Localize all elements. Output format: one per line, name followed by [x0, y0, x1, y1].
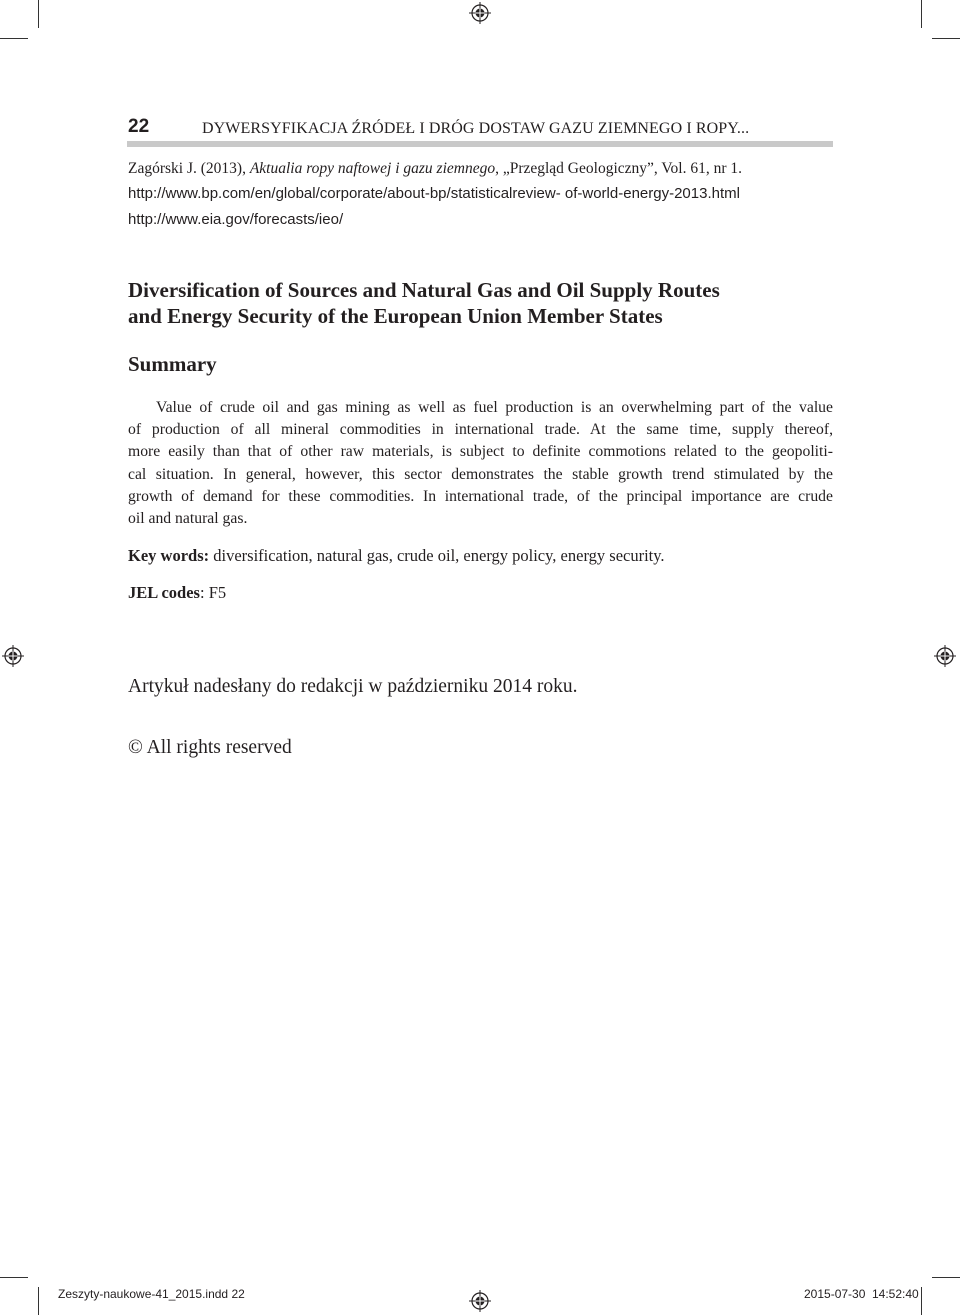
reference-title: Aktualia ropy naftowej i gazu ziemnego: [249, 160, 496, 177]
summary-paragraph: [128, 397, 833, 530]
slug-date: 2015-07-30: [804, 1287, 866, 1301]
crop-mark: [0, 38, 28, 39]
crop-mark: [38, 0, 39, 28]
jel-codes: [128, 583, 226, 603]
jel-label: JEL codes: [128, 583, 200, 602]
reference-authors: Zagórski J. (2013),: [128, 160, 250, 177]
summary-line: of production of all mineral commodities in international trade. At the same time, supply thereof,: [128, 421, 833, 439]
reference-url: http://www.bp.com/en/global/corporate/about-bp/statisticalreview- of-world-energy-2013.html: [128, 185, 740, 202]
running-title: DYWERSYFIKACJA ŹRÓDEŁ I DRÓG DOSTAW GAZU ZIEMNEGO I ROPY...: [202, 120, 750, 137]
reference-entry: [128, 159, 742, 179]
article-title-line: Diversification of Sources and Natural Gas and Oil Supply Routes: [128, 278, 720, 302]
submission-note: Artykuł nadesłany do redakcji w październiku 2014 roku.: [128, 676, 578, 697]
slug-filename: Zeszyty-naukowe-41_2015.indd 22: [58, 1287, 245, 1301]
reference-url: http://www.eia.gov/forecasts/ieo/: [128, 211, 344, 228]
jel-text: : F5: [199, 583, 227, 602]
article-title: [128, 277, 848, 329]
registration-mark-icon: [469, 2, 491, 24]
crop-mark: [921, 0, 922, 28]
keywords-text: diversification, natural gas, crude oil, energy policy, energy security.: [209, 546, 665, 565]
summary-heading: Summary: [128, 352, 217, 376]
summary-line: growth of demand for these commodities. In international trade, of the principal importance are crude: [128, 487, 833, 505]
crop-mark: [921, 1287, 922, 1315]
page-number: 22: [128, 116, 150, 137]
summary-line: more easily than that of other raw materials, is subject to definite commotions related to the geopoliti-: [128, 443, 833, 461]
registration-mark-icon: [2, 645, 24, 667]
summary-line: Value of crude oil and gas mining as well as fuel production is an overwhelming part of the value: [156, 399, 833, 416]
crop-mark: [932, 38, 960, 39]
article-title-line: and Energy Security of the European Union Member States: [128, 304, 663, 328]
crop-mark: [38, 1287, 39, 1315]
summary-line: cal situation. In general, however, this sector demonstrates the stable growth trend stimulated by the: [128, 465, 833, 483]
crop-mark: [0, 1277, 28, 1278]
slug-time: 14:52:40: [872, 1287, 919, 1301]
crop-mark: [932, 1277, 960, 1278]
summary-line: oil and natural gas.: [128, 510, 248, 528]
registration-mark-icon: [934, 645, 956, 667]
reference-source: , „Przegląd Geologiczny”, Vol. 61, nr 1.: [495, 160, 743, 177]
keywords: [128, 546, 665, 566]
copyright-note: © All rights reserved: [128, 737, 292, 758]
keywords-label: Key words:: [128, 546, 210, 565]
header-rule: [127, 141, 833, 147]
registration-mark-icon: [469, 1290, 491, 1312]
